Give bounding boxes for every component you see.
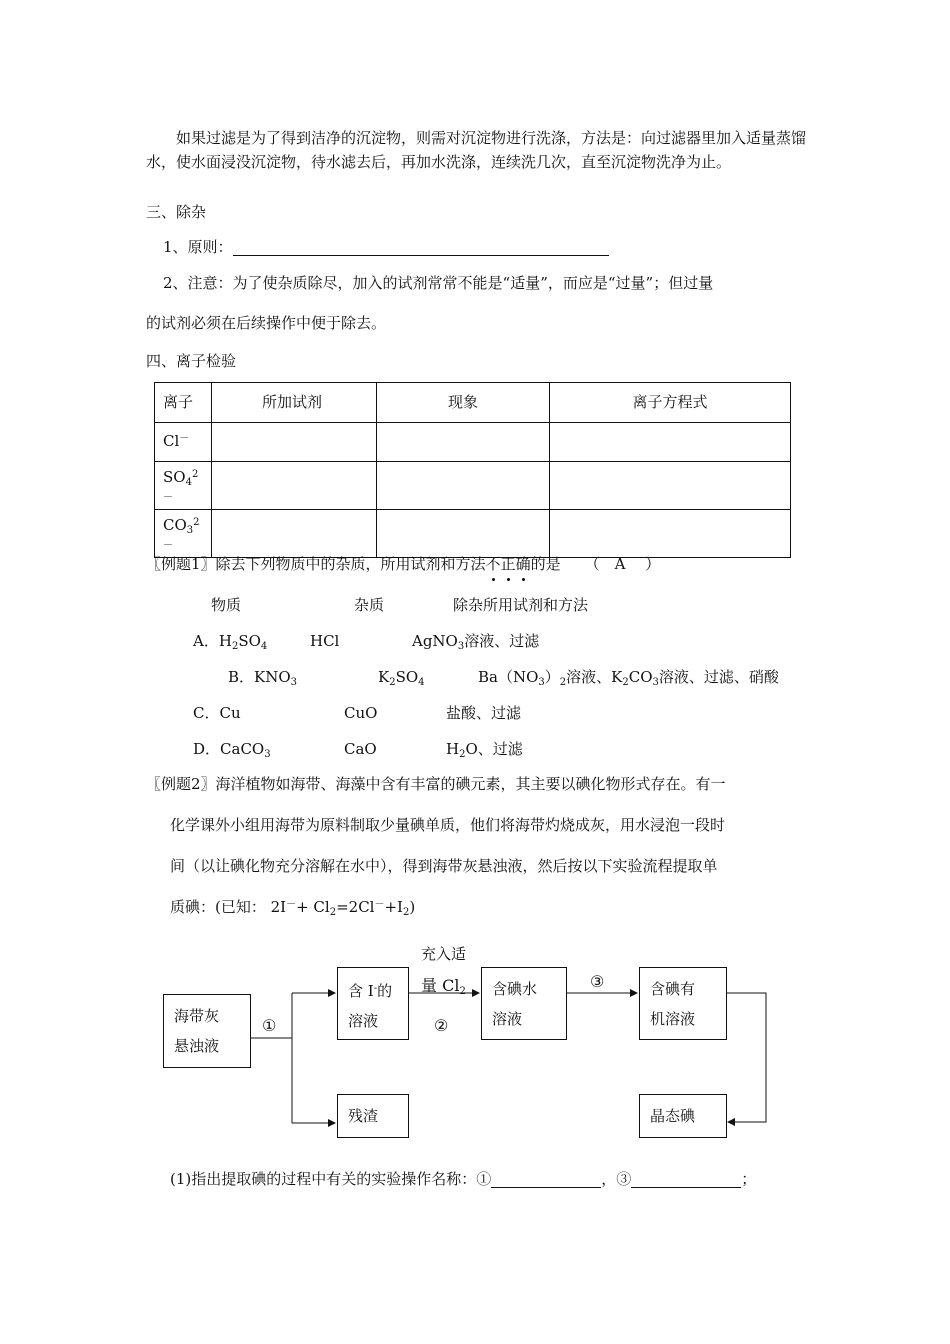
step-3-label: ③ [590,972,605,991]
example1-prefix: 〖例题1〗除去下列物质中的杂质，所用试剂和方法 [146,555,486,573]
option-d-substance: D．CaCO$_3$ [193,740,271,760]
option-c-substance: C．Cu [193,704,241,722]
header-ion-equation: 离子方程式 [550,383,791,423]
option-a-reagent: AgNO$_3$溶液、过滤 [412,632,540,652]
note-line-1: 2、注意：为了使杂质除尽，加入的试剂常常不能是“适量”，而应是“过量”；但过量 [163,274,714,292]
cl2-label-line-1: 充入适 [421,945,467,963]
principle-label: 1、原则： [163,238,233,256]
co3-symbol: CO [163,516,187,534]
question-1 [170,1172,756,1188]
so4-symbol: SO [163,468,186,486]
question-1-end: ； [741,1170,757,1188]
col-header-substance: 物质 [211,596,242,614]
option-b-impurity: $K_2SO_4$ [378,668,425,688]
answer-blank-1[interactable] [491,1172,601,1188]
header-ion: 离子 [155,383,212,423]
box-crystalline-iodine: 晶态碘 [639,1094,727,1138]
option-b-reagent: $Ba(NO_3)_2$溶液、$K_2CO_3$溶液、过滤、硝酸 [478,668,779,688]
step-2-label: ② [434,1016,449,1035]
option-a-impurity: HCl [310,632,340,650]
arrow-to-crystal [726,993,766,1122]
box-iodine-organic: 含碘有 机溶液 [639,967,727,1040]
example1-answer: （ A ） [584,555,661,573]
col-header-method: 除杂所用试剂和方法 [453,596,589,614]
emph-char: 确 [516,555,531,573]
example2-line-3: 间（以让碘化物充分溶解在水中），得到海带灰悬浊液，然后按以下实验流程提取单 [170,857,718,875]
filtration-paragraph: 如果过滤是为了得到洁净的沉淀物，则需对沉淀物进行洗涤，方法是：向过滤器里加入适量蒸馏水，使水面浸没沉淀物，待水滤去后，再加水洗涤，连续洗几次，直至沉淀物洗净为止。 [146,129,807,171]
example1-suffix: 的是 [530,555,561,573]
col-header-impurity: 杂质 [354,596,385,614]
cl-charge: － [179,433,190,444]
box-iodide-solution: 含 I-的 溶液 [337,967,409,1040]
header-phenomenon: 现象 [377,383,550,423]
co3-subscript: 3 [186,525,194,536]
example2-line-4: 质碘：(已知： $2I^-+ Cl_2=2Cl^-+I_2$) [170,898,416,918]
question-1-text: (1)指出提取碘的过程中有关的实验操作名称：① [170,1170,492,1188]
so4-subscript: 4 [185,477,192,488]
option-d-reagent: $H_2O$、过滤 [446,740,523,760]
cl-symbol: Cl [163,432,180,450]
box-residue: 残渣 [337,1094,409,1138]
option-a-substance: A．$H_2SO_4$ [193,632,268,652]
question-1-separator: ，③ [601,1170,632,1188]
option-d-impurity: CaO [344,740,377,758]
emph-char: 不 [486,555,501,573]
option-c-reagent: 盐酸、过滤 [446,704,522,722]
answer-blank-3[interactable] [631,1172,741,1188]
option-c-impurity: CuO [344,704,378,722]
section-heading-impurity-removal: 三、除杂 [146,203,207,221]
cl2-label-line-2: 量 $Cl_2$ [421,976,466,997]
co3-charge: 2－ [163,517,200,551]
option-b-substance: B．$KNO_3$ [228,668,298,688]
step-1-label: ① [262,1016,277,1035]
box-kelp-ash-suspension: 海带灰 悬浊液 [163,994,251,1068]
box-iodine-water: 含碘水 溶液 [481,967,567,1040]
emph-char: 正 [501,555,516,573]
so4-charge: 2－ [163,469,199,503]
header-reagent: 所加试剂 [212,383,377,423]
note-line-2: 的试剂必须在后续操作中便于除去。 [146,314,387,332]
example2-line-1: 〖例题2〗海洋植物如海带、海藻中含有丰富的碘元素，其主要以碘化物形式存在。有一 [146,775,726,793]
section-heading-ion-test: 四、离子检验 [146,352,237,370]
example2-line-2: 化学课外小组用海带为原料制取少量碘单质，他们将海带灼烧成灰，用水浸泡一段时 [170,816,726,834]
